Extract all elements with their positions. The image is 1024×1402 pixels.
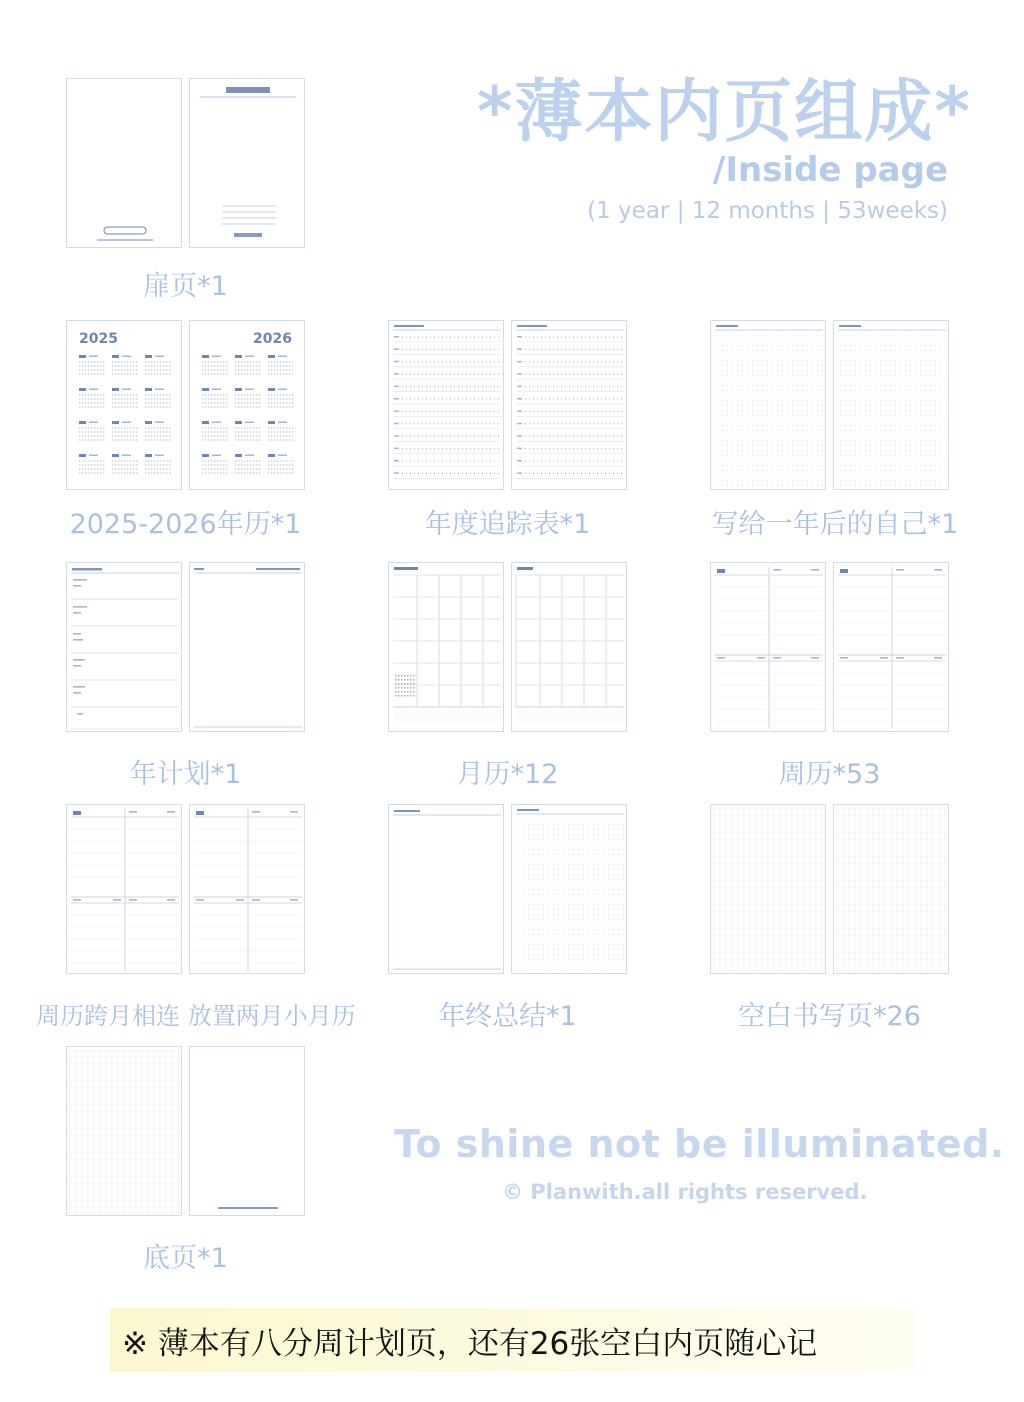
tracker-left-art [389, 321, 504, 490]
caption-review: 年终总结*1 [438, 1001, 577, 1032]
caption-tracker: 年度追踪表*1 [424, 509, 591, 540]
tracker-right-art [512, 321, 627, 490]
thumb-weekly-left [710, 562, 826, 732]
thumb-monthly-right [511, 562, 627, 732]
thumb-weekly-right [833, 562, 949, 732]
thumb-yearplan-right [189, 562, 305, 732]
thumb-back-left [66, 1046, 182, 1216]
weekly-left-art [711, 563, 826, 732]
note-text: ※ 薄本有八分周计划页，还有26张空白内页随心记 [122, 1326, 818, 1362]
blank-right-art [834, 805, 949, 974]
cover-left-art [67, 79, 182, 248]
review-left-art [389, 805, 504, 974]
weekly-right-art [834, 563, 949, 732]
calendar-year-right: 2026 [253, 331, 292, 347]
page-title: *薄本内页组成* [476, 73, 972, 152]
yearplan-right-art [190, 563, 305, 732]
caption-monthly: 月历*12 [456, 759, 559, 790]
letter-left-art [711, 321, 826, 490]
page-subtitle: /Inside page [712, 150, 948, 190]
caption-back: 底页*1 [143, 1243, 228, 1274]
page-meta: (1 year | 12 months | 53weeks) [587, 198, 948, 224]
caption-blank: 空白书写页*26 [738, 1001, 921, 1032]
note-banner [110, 1308, 914, 1372]
thumb-back-right [189, 1046, 305, 1216]
caption-weekly-cross: 周历跨月相连 放置两月小月历 [36, 1002, 356, 1030]
caption-weekly: 周历*53 [778, 759, 881, 790]
footer-slogan: To shine not be illuminated. [394, 1122, 1005, 1166]
weeklycross-left-art [67, 805, 182, 974]
thumb-blank-right [833, 804, 949, 974]
thumb-tracker-right [511, 320, 627, 490]
thumb-yearplan-left [66, 562, 182, 732]
thumb-letter-left [710, 320, 826, 490]
thumb-weeklycross-left [66, 804, 182, 974]
calendar-year-left: 2025 [79, 331, 118, 347]
thumb-calendar-right [189, 320, 305, 490]
back-left-art [67, 1047, 182, 1216]
cover-right-art [190, 79, 305, 248]
monthly-right-art [512, 563, 627, 732]
thumb-weeklycross-right [189, 804, 305, 974]
thumb-review-right [511, 804, 627, 974]
weeklycross-right-art [190, 805, 305, 974]
thumb-monthly-left [388, 562, 504, 732]
caption-calendar: 2025-2026年历*1 [69, 509, 302, 540]
letter-right-art [834, 321, 949, 490]
caption-yearplan: 年计划*1 [129, 759, 242, 790]
caption-cover: 扉页*1 [143, 271, 228, 302]
yearplan-left-art [67, 563, 182, 732]
blank-left-art [711, 805, 826, 974]
back-right-art [190, 1047, 305, 1216]
thumb-cover-left [66, 78, 182, 248]
footer-copyright: © Planwith.all rights reserved. [502, 1180, 868, 1204]
thumb-letter-right [833, 320, 949, 490]
caption-letter: 写给一年后的自己*1 [711, 509, 959, 540]
thumb-tracker-left [388, 320, 504, 490]
thumb-calendar-left [66, 320, 182, 490]
thumb-cover-right [189, 78, 305, 248]
thumb-blank-left [710, 804, 826, 974]
review-right-art [512, 805, 627, 974]
monthly-left-art [389, 563, 504, 732]
thumb-review-left [388, 804, 504, 974]
